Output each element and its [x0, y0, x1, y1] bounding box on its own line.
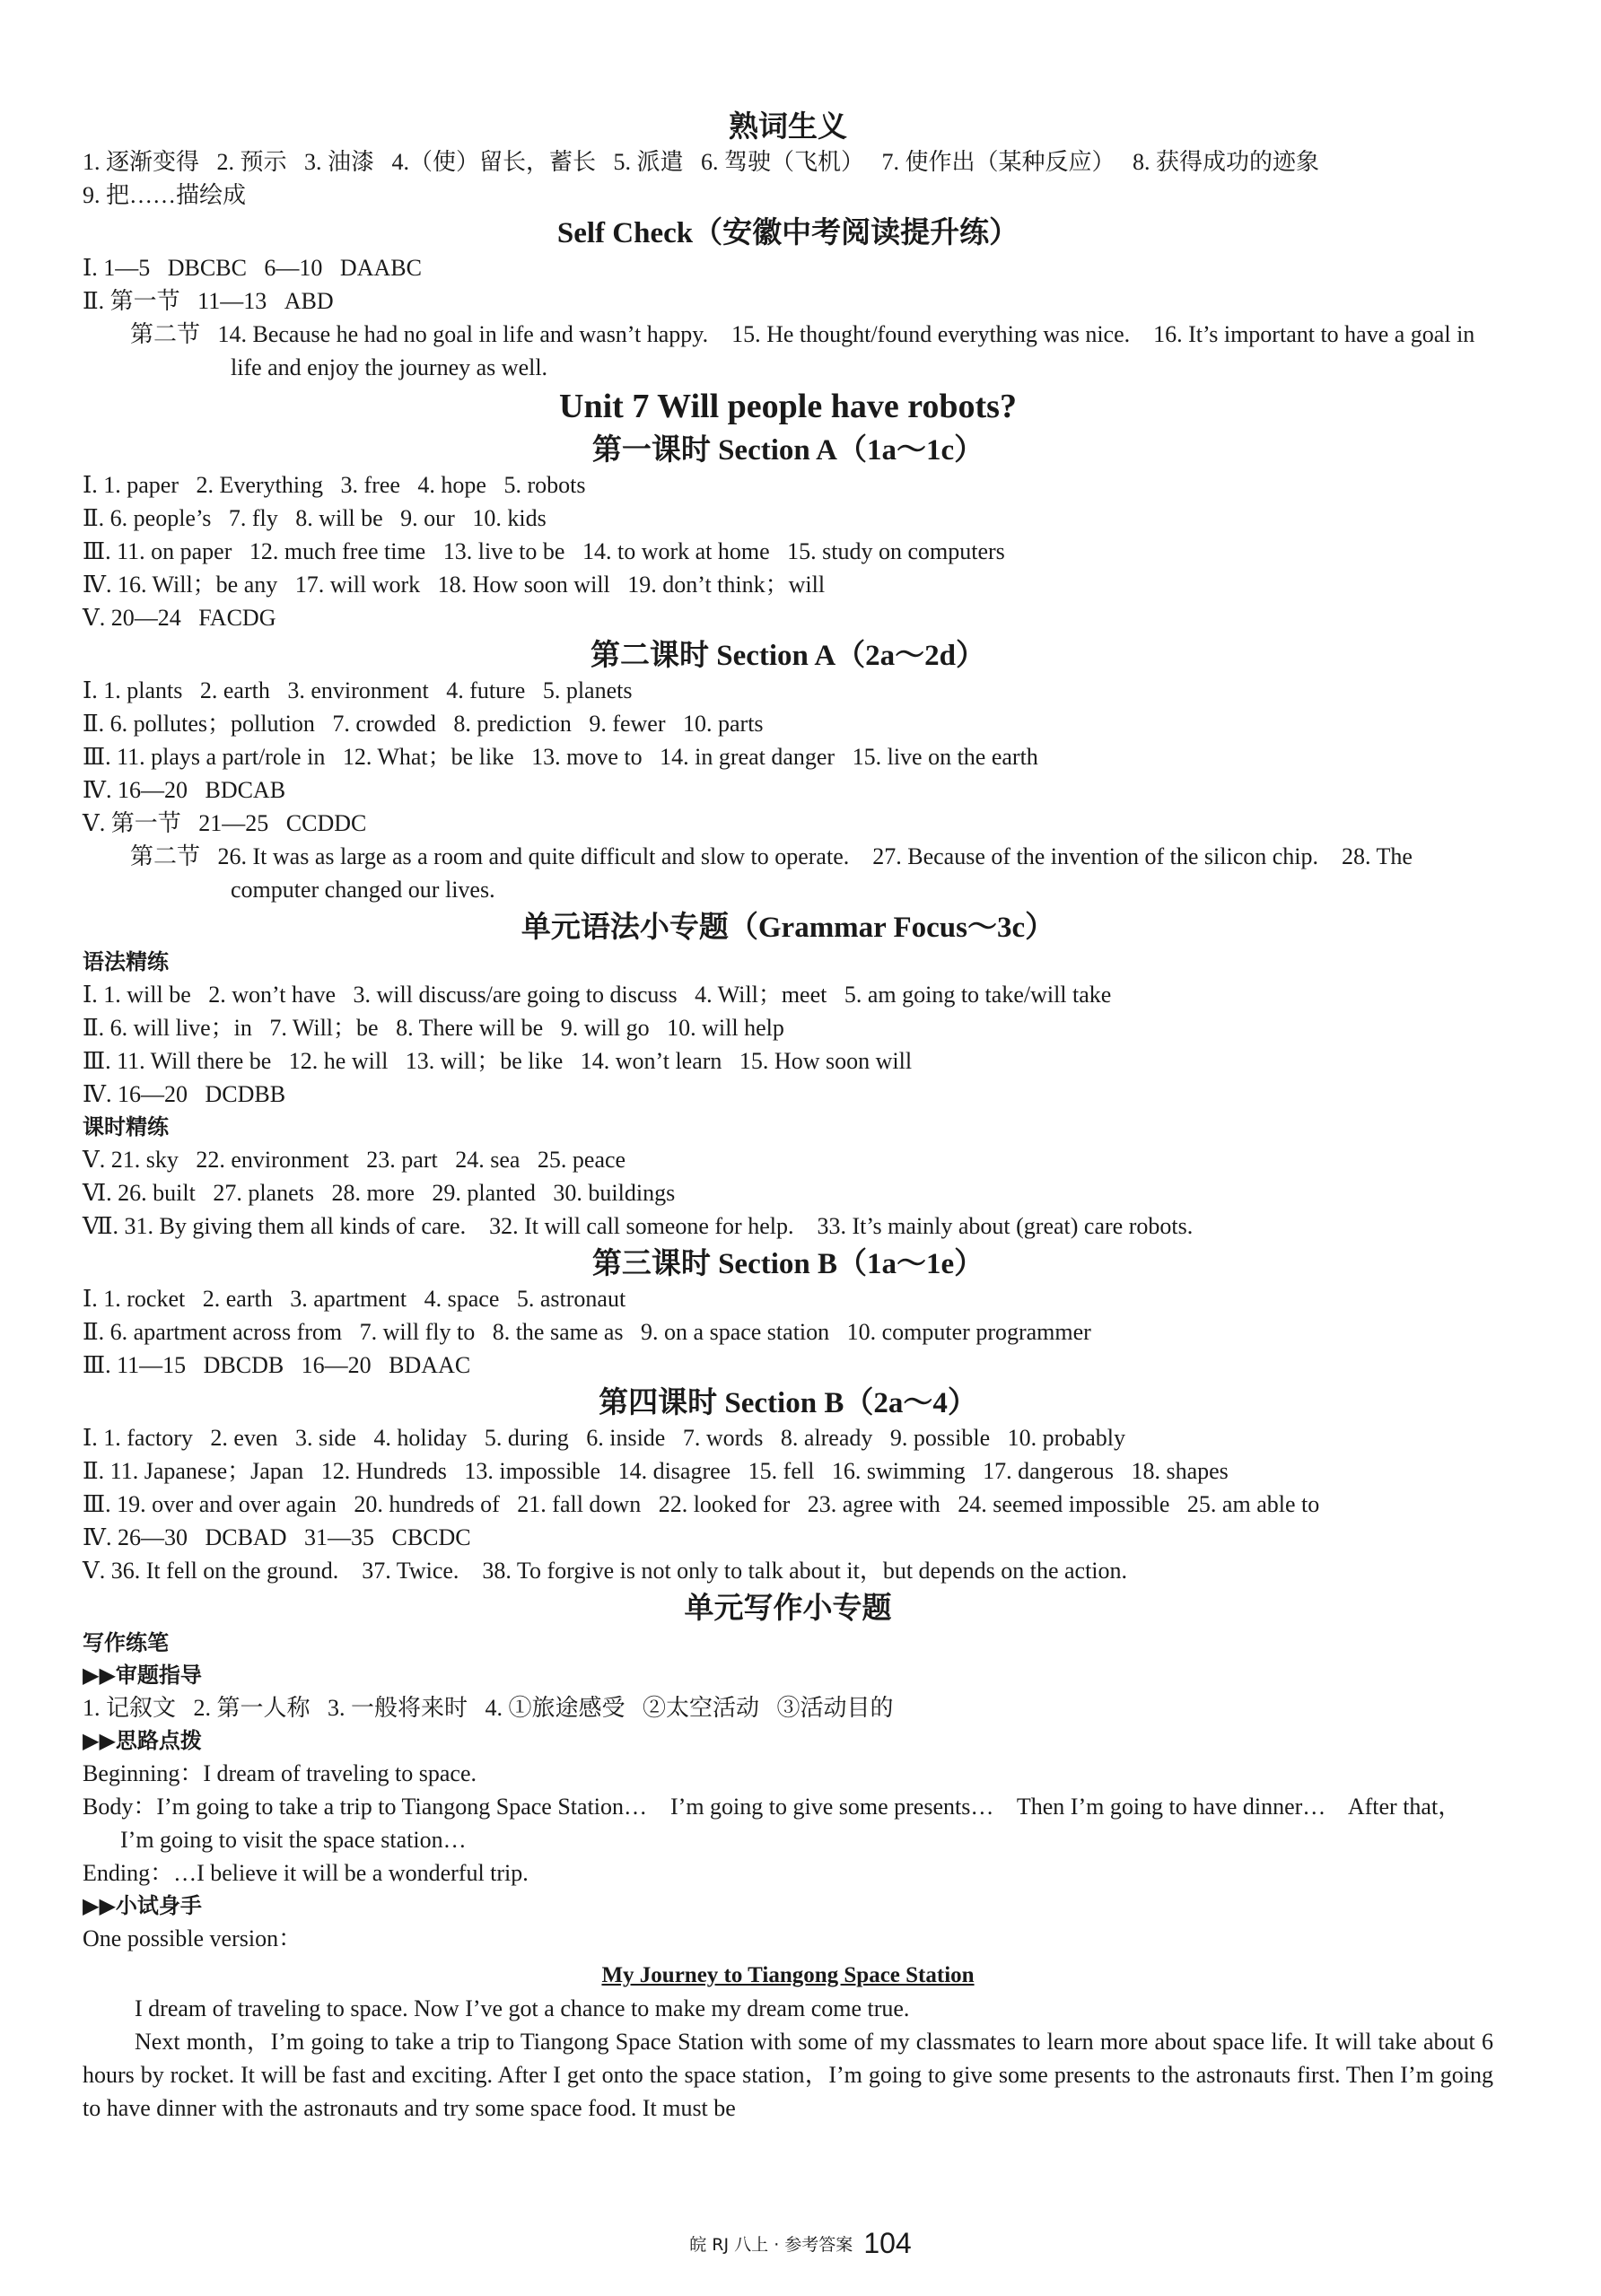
essay-paragraph: I dream of traveling to space. Now I’ve got a chance to make my dream come true. — [135, 1995, 910, 2021]
subheading: 课时精练 — [83, 1114, 169, 1139]
answer-line — [83, 840, 1493, 906]
answer-line: Ⅴ. 21. sky 22. environment 23. part 24. sea 25. peace — [83, 1147, 626, 1173]
answer-line: Ⅱ. 6. will live；in 7. Will；be 8. There will be 9. will go 10. will help — [83, 1015, 784, 1041]
answer-line: Ⅰ. 1—5 DBCBC 6—10 DAABC — [83, 255, 422, 281]
answer-line: Ⅱ. 11. Japanese；Japan 12. Hundreds 13. impossible 14. disagree 15. fell 16. swimming 17. dangerous 18. shapes — [83, 1458, 1229, 1484]
section-title-grammar: 单元语法小专题（Grammar Focus～3c） — [521, 912, 1055, 944]
answer-line: Ⅳ. 16. Will；be any 17. will work 18. How soon will 19. don’t think；will — [83, 572, 826, 598]
answer-line: 1. 逐渐变得 2. 预示 3. 油漆 4.（使）留长，蓄长 5. 派遣 6. 驾驶（飞机） 7. 使作出（某种反应） 8. 获得成功的迹象 — [83, 149, 1320, 175]
answer-line: Ⅳ. 16—20 DCDBB — [83, 1081, 286, 1107]
outline-beginning: Beginning：I dream of traveling to space. — [83, 1760, 477, 1786]
outline-body: Body：I’m going to take a trip to Tiangong Space Station… I’m going to give some presents… Then I’m going to have dinner… After that，I’m going to visit the space station… — [83, 1794, 1462, 1853]
answer-line: Ⅴ. 第一节 21—25 CCDDC — [83, 810, 367, 836]
page-number: 104 — [863, 2227, 912, 2259]
answer-text: 第二节 26. It was as large as a room and quite difficult and slow to operate. 27. Because of the invention of the silicon chip. 28. The computer changed our lives. — [130, 843, 1419, 903]
page-footer — [0, 2227, 1601, 2262]
version-label: One possible version： — [83, 1925, 302, 1951]
answer-line: Ⅶ. 31. By giving them all kinds of care. 32. It will call someone for help. 33. It’s mainly about (great) care robots. — [83, 1213, 1194, 1239]
answer-line: Ⅲ. 19. over and over again 20. hundreds of 21. fall down 22. looked for 23. agree with 24. seemed impossible 25. am able to — [83, 1491, 1320, 1517]
answer-line: Ⅳ. 26—30 DCBAD 31—35 CBCDC — [83, 1524, 471, 1550]
answer-line: 9. 把……描绘成 — [83, 182, 247, 208]
answer-line: Ⅱ. 6. apartment across from 7. will fly to 8. the same as 9. on a space station 10. computer programmer — [83, 1319, 1091, 1345]
answer-line: Ⅱ. 6. people’s 7. fly 8. will be 9. our 10. kids — [83, 505, 547, 531]
subheading: 语法精练 — [83, 949, 169, 974]
answer-line: Ⅱ. 第一节 11—13 ABD — [83, 288, 334, 314]
section-title-shuci: 熟词生义 — [729, 111, 847, 144]
answer-line: Ⅲ. 11. plays a part/role in 12. What；be like 13. move to 14. in great danger 15. live on the earth — [83, 744, 1038, 770]
subheading: ▶▶思路点拨 — [83, 1728, 202, 1753]
subheading: ▶▶小试身手 — [83, 1893, 202, 1918]
section-title-lesson4: 第四课时 Section B（2a～4） — [599, 1387, 977, 1419]
unit-title: Unit 7 Will people have robots? — [559, 388, 1017, 425]
answer-line: Ⅰ. 1. plants 2. earth 3. environment 4. future 5. planets — [83, 677, 633, 703]
section-title-writing: 单元写作小专题 — [684, 1593, 892, 1625]
answer-line: Ⅱ. 6. pollutes；pollution 7. crowded 8. prediction 9. fewer 10. parts — [83, 711, 764, 737]
section-title-selfcheck: Self Check（安徽中考阅读提升练） — [556, 217, 1019, 249]
answer-line: Ⅰ. 1. factory 2. even 3. side 4. holiday 5. during 6. inside 7. words 8. already 9. possible 10. probably — [83, 1425, 1126, 1451]
subheading: ▶▶审题指导 — [83, 1663, 202, 1688]
answer-line: Ⅰ. 1. paper 2. Everything 3. free 4. hope 5. robots — [83, 472, 586, 498]
section-title-lesson3: 第三课时 Section B（1a～1e） — [591, 1248, 984, 1280]
essay-title: My Journey to Tiangong Space Station — [601, 1963, 975, 1987]
answer-text: 第二节 14. Because he had no goal in life and wasn’t happy. 15. He thought/found everything was nice. 16. It’s important to have a goal in life and enjoy the journey as well. — [130, 321, 1481, 380]
answer-line: Ⅲ. 11. on paper 12. much free time 13. live to be 14. to work at home 15. study on computers — [83, 538, 1005, 564]
answer-line: Ⅲ. 11—15 DBCDB 16—20 BDAAC — [83, 1352, 471, 1378]
answer-line: Ⅲ. 11. Will there be 12. he will 13. will；be like 14. won’t learn 15. How soon will — [83, 1048, 913, 1074]
answer-line: Ⅵ. 26. built 27. planets 28. more 29. planted 30. buildings — [83, 1180, 676, 1206]
section-title-lesson1: 第一课时 Section A（1a～1c） — [591, 434, 984, 467]
answer-line: Ⅴ. 20—24 FACDG — [83, 605, 276, 631]
answer-line: Ⅳ. 16—20 BDCAB — [83, 777, 286, 803]
essay-paragraph: Next month，I’m going to take a trip to Tiangong Space Station with some of my classmates to learn more about space life. It will take about 6 hours by rocket. It will be fast and exciting. After I get onto the space station，I’m going to give some presents to the astronauts first. Then I’m going to have dinner with the astronauts and try some space food. It must be — [83, 2029, 1493, 2121]
answer-line: Ⅰ. 1. rocket 2. earth 3. apartment 4. space 5. astronaut — [83, 1286, 626, 1312]
section-title-lesson2: 第二课时 Section A（2a～2d） — [590, 640, 986, 672]
answer-line: Ⅴ. 36. It fell on the ground. 37. Twice. 38. To forgive is not only to talk about it，but depends on the action. — [83, 1558, 1128, 1584]
answer-line — [83, 318, 1493, 384]
answer-line: 1. 记叙文 2. 第一人称 3. 一般将来时 4. ①旅途感受 ②太空活动 ③活动目的 — [83, 1695, 894, 1721]
footer-label: 皖 RJ 八上 · 参考答案 — [689, 2235, 853, 2255]
answer-line: Ⅰ. 1. will be 2. won’t have 3. will discuss/are going to discuss 4. Will；meet 5. am going to take/will take — [83, 982, 1112, 1008]
outline-ending: Ending：…I believe it will be a wonderful trip. — [83, 1860, 529, 1886]
subheading: 写作练笔 — [83, 1630, 169, 1655]
